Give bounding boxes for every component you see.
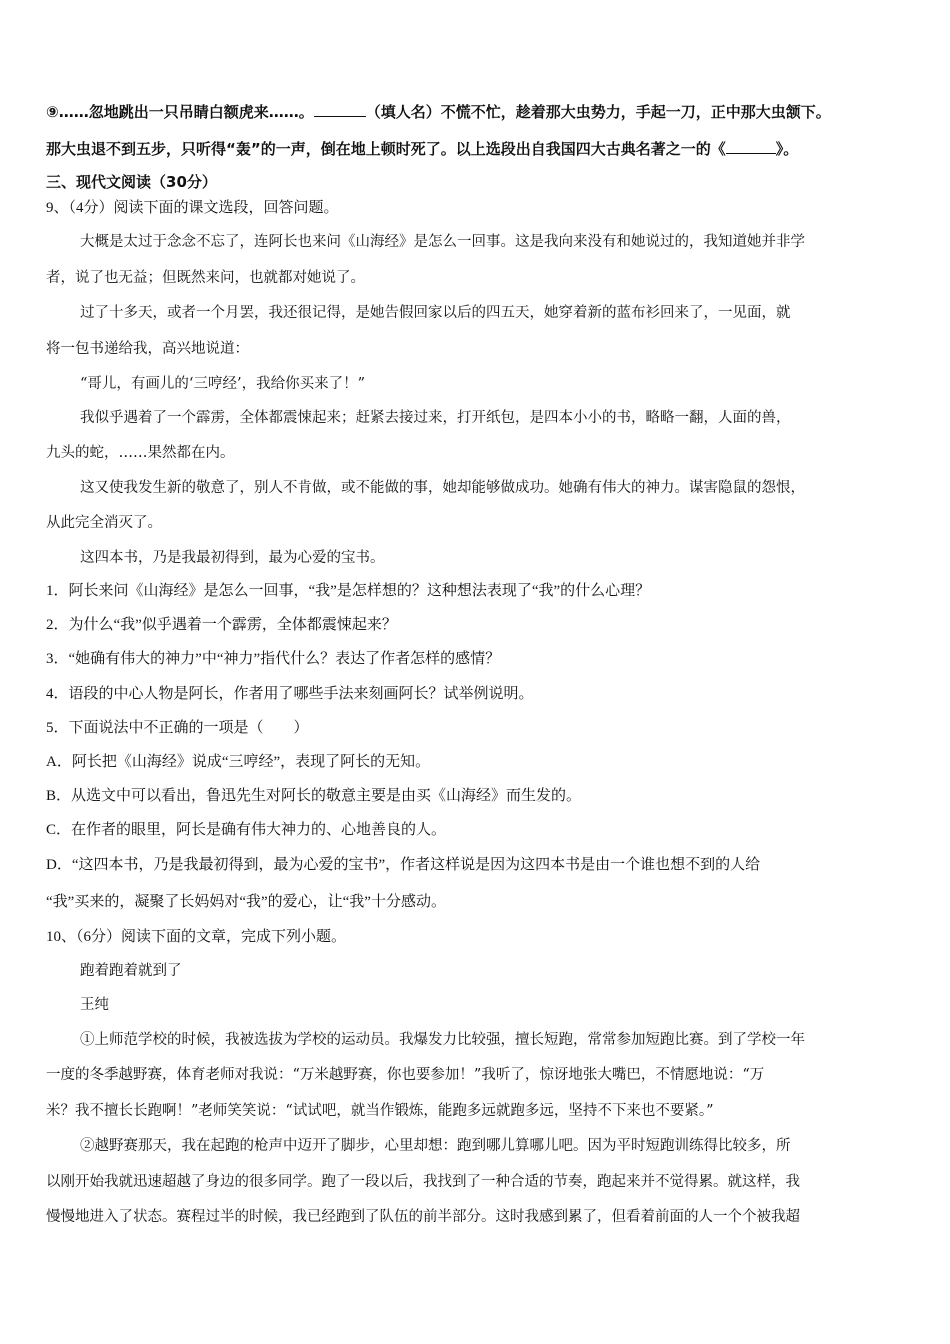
q10-passage-line: 慢慢地进入了状态。赛程过半的时候，我已经跑到了队伍的前半部分。这时我感到累了，但看着前面的人一个个被我超 xyxy=(46,1209,800,1225)
q9-passage-line: 者，说了也无益；但既然来问，也就都对她说了。 xyxy=(46,270,365,286)
q9-option-b: B．从选文中可以看出，鲁迅先生对阿长的敬意主要是由买《山海经》而生发的。 xyxy=(46,788,582,804)
q10-article-author: 王纯 xyxy=(80,997,109,1013)
q10-stem: 10、（6分）阅读下面的文章，完成下列小题。 xyxy=(46,929,347,945)
q9-passage-line: 这又使我发生新的敬意了，别人不肯做，或不能做的事，她却能够做成功。她确有伟大的神力。谋害隐鼠的怨恨， xyxy=(80,480,805,496)
q10-passage-line: 以刚开始我就迅速超越了身边的很多同学。跑了一段以后，我找到了一种合适的节奏，跑起来并不觉得累。就这样，我 xyxy=(46,1174,800,1190)
q10-passage-line: 米？我不擅长长跑啊！”老师笑笑说：“试试吧，就当作锻炼，能跑多远就跑多远，坚持不下来也不要紧。” xyxy=(46,1103,714,1119)
q9-passage-line: 从此完全消灭了。 xyxy=(46,515,162,531)
q9-passage-line: 大概是太过于念念不忘了，连阿长也来问《山海经》是怎么一回事。这是我向来没有和她说过的，我知道她并非学 xyxy=(80,234,805,250)
q9-question: 1．阿长来问《山海经》是怎么一回事，“我”是怎样想的？这种想法表现了“我”的什么心理？ xyxy=(46,583,651,599)
q9-option-a: A．阿长把《山海经》说成“三哼经”，表现了阿长的无知。 xyxy=(46,754,431,770)
q9-question: 4．语段的中心人物是阿长，作者用了哪些手法来刻画阿长？试举例说明。 xyxy=(46,686,534,702)
section-title: 三、现代文阅读（30分） xyxy=(46,173,217,191)
q9-passage-line: 将一包书递给我，高兴地说道： xyxy=(46,341,249,357)
q10-article-title: 跑着跑着就到了 xyxy=(80,963,182,979)
q10-passage-line: ②越野赛那天，我在起跑的枪声中迈开了脚步，心里却想：跑到哪儿算哪儿吧。因为平时短跑训练得比较多，所 xyxy=(80,1138,791,1154)
q9-question: 2．为什么“我”似乎遇着一个霹雳，全体都震悚起来？ xyxy=(46,617,397,633)
q9-option-c: C．在作者的眼里，阿长是确有伟大神力的、心地善良的人。 xyxy=(46,822,447,838)
q9-passage-line: “哥儿，有画儿的‘三哼经’，我给你买来了！” xyxy=(80,376,366,392)
q10-passage-line: 一度的冬季越野赛，体育老师对我说：“万米越野赛，你也要参加！”我听了，惊讶地张大嘴巴，不情愿地说：“万 xyxy=(46,1067,765,1083)
q8-line-1-part-a: ⑨……忽地跳出一只吊睛白额虎来……。 xyxy=(46,103,314,121)
q8-line-2-part-a: 那大虫退不到五步，只听得“轰”的一声，倒在地上顿时死了。以上选段出自我国四大古典名著之一的《 xyxy=(46,140,726,158)
q8-line-1-part-b: （填人名）不慌不忙，趁着那大虫势力，手起一刀，正中那大虫颔下。 xyxy=(365,103,831,121)
q9-passage-line: 过了十多天，或者一个月罢，我还很记得，是她告假回家以后的四五天，她穿着新的蓝布衫回来了，一见面，就 xyxy=(80,305,791,321)
q8-line-2 xyxy=(46,139,798,159)
q9-passage-line: 九头的蛇，……果然都在内。 xyxy=(46,445,235,461)
q10-passage-line: ①上师范学校的时候，我被选拔为学校的运动员。我爆发力比较强，擅长短跑，常常参加短跑比赛。到了学校一年 xyxy=(80,1032,805,1048)
q9-question: 5．下面说法中不正确的一项是（ ） xyxy=(46,720,309,736)
q9-option-d-continued: “我”买来的，凝聚了长妈妈对“我”的爱心，让“我”十分感动。 xyxy=(46,894,446,910)
q9-option-d: D．“这四本书，乃是我最初得到，最为心爱的宝书”，作者这样说是因为这四本书是由一个谁也想不到的人给 xyxy=(46,857,761,873)
answer-blank-book[interactable] xyxy=(726,139,776,154)
q9-stem: 9、（4分）阅读下面的课文选段，回答问题。 xyxy=(46,200,339,216)
q9-passage-line: 这四本书，乃是我最初得到，最为心爱的宝书。 xyxy=(80,550,385,566)
q8-line-2-part-b: 》。 xyxy=(775,140,799,158)
q9-question: 3．“她确有伟大的神力”中“神力”指代什么？表达了作者怎样的感情？ xyxy=(46,651,501,667)
answer-blank-name[interactable] xyxy=(314,102,366,117)
q9-passage-line: 我似乎遇着了一个霹雳，全体都震悚起来；赶紧去接过来，打开纸包，是四本小小的书，略略一翻，人面的兽， xyxy=(80,410,791,426)
q8-line-1 xyxy=(46,102,831,122)
